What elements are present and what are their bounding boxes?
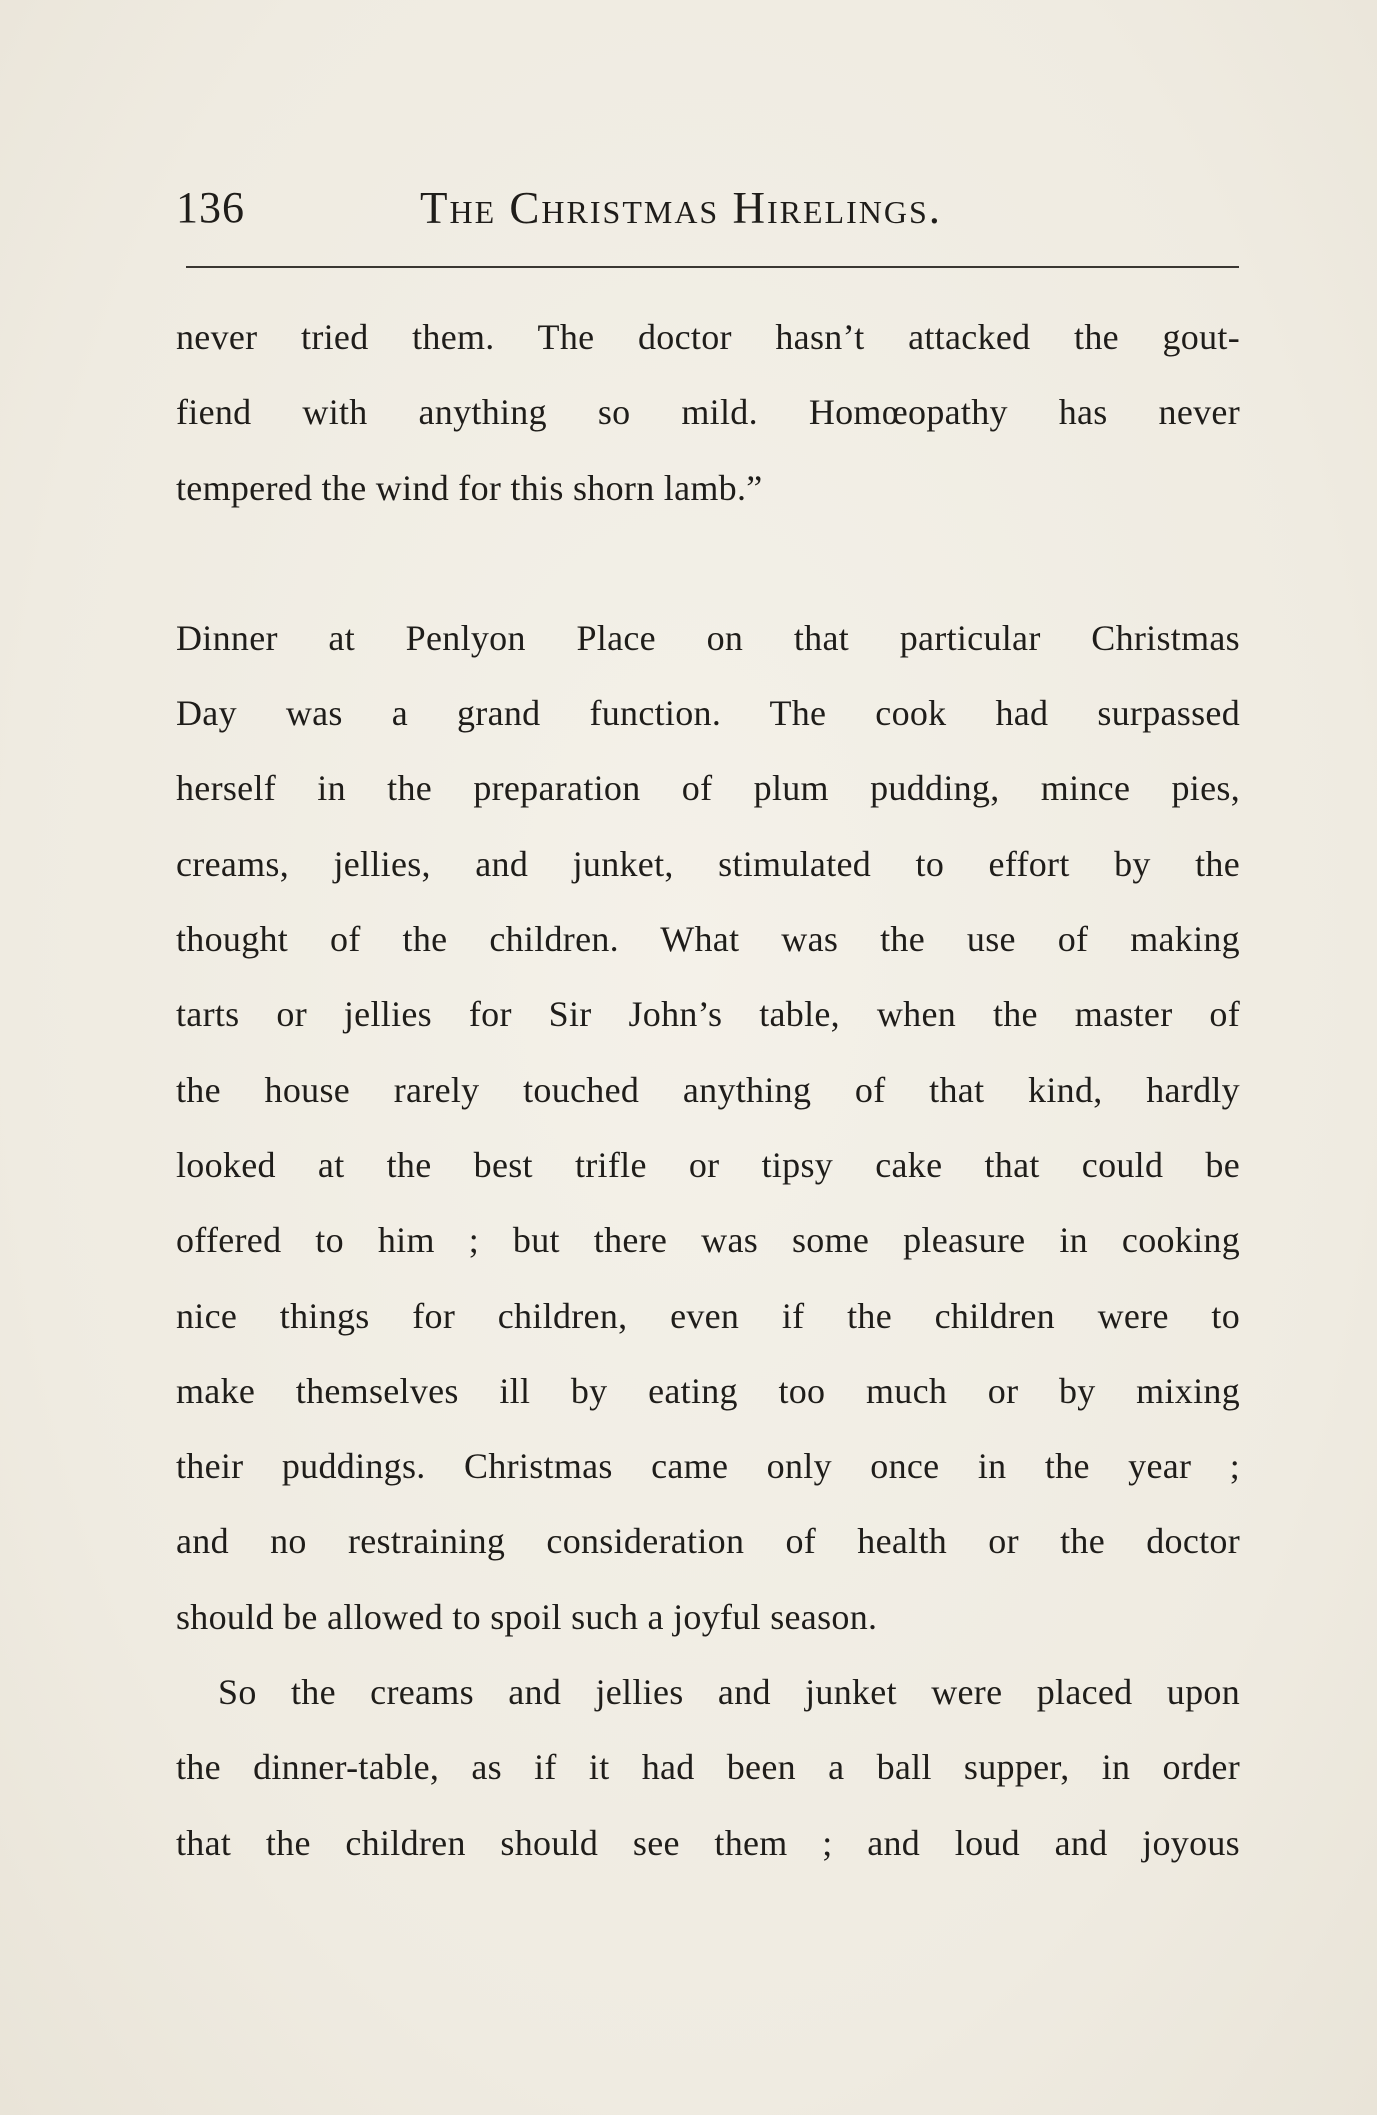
text-line: their puddings. Christmas came only once in the year ; [176,1446,1240,1487]
text-line: make themselves ill by eating too much or by mixing [176,1370,1240,1411]
text-line: fiend with anything so mild. Homœopathy has never [176,392,1240,433]
header-rule [186,266,1239,268]
running-head: The Christmas Hirelings. [420,183,942,233]
text-line: never tried them. The doctor hasn’t attacked the gout- [176,317,1240,357]
text-line: the house rarely touched anything of that kind, hardly [176,1069,1240,1110]
text-line: and no restraining consideration of health or the doctor [176,1521,1240,1562]
text-line: herself in the preparation of plum pudding, mince pies, [176,768,1240,809]
page-header [176,174,1236,244]
text-line: thought of the children. What was the use of making [176,919,1240,960]
section-break [176,526,1240,601]
text-line: tempered the wind for this shorn lamb.” [176,467,763,508]
text-line: creams, jellies, and junket, stimulated to effort by the [176,843,1240,884]
text-line: that the children should see them ; and loud and joyous [176,1822,1240,1863]
text-line: nice things for children, even if the children were to [176,1295,1240,1336]
text-line: Day was a grand function. The cook had surpassed [176,693,1240,734]
text-line: So the creams and jellies and junket were placed upon [218,1672,1240,1713]
paragraph [176,1655,1240,1881]
text-line: the dinner-table, as if it had been a ball supper, in order [176,1747,1240,1788]
body-text [176,300,1240,1881]
page-number: 136 [176,183,245,232]
text-line: offered to him ; but there was some pleasure in cooking [176,1220,1240,1261]
text-line: should be allowed to spoil such a joyful season. [176,1596,878,1637]
text-line: tarts or jellies for Sir John’s table, when the master of [176,994,1240,1035]
paragraph [176,601,1240,1655]
text-line: looked at the best trifle or tipsy cake that could be [176,1144,1240,1185]
text-line: Dinner at Penlyon Place on that particular Christmas [176,617,1240,658]
paragraph [176,300,1240,526]
